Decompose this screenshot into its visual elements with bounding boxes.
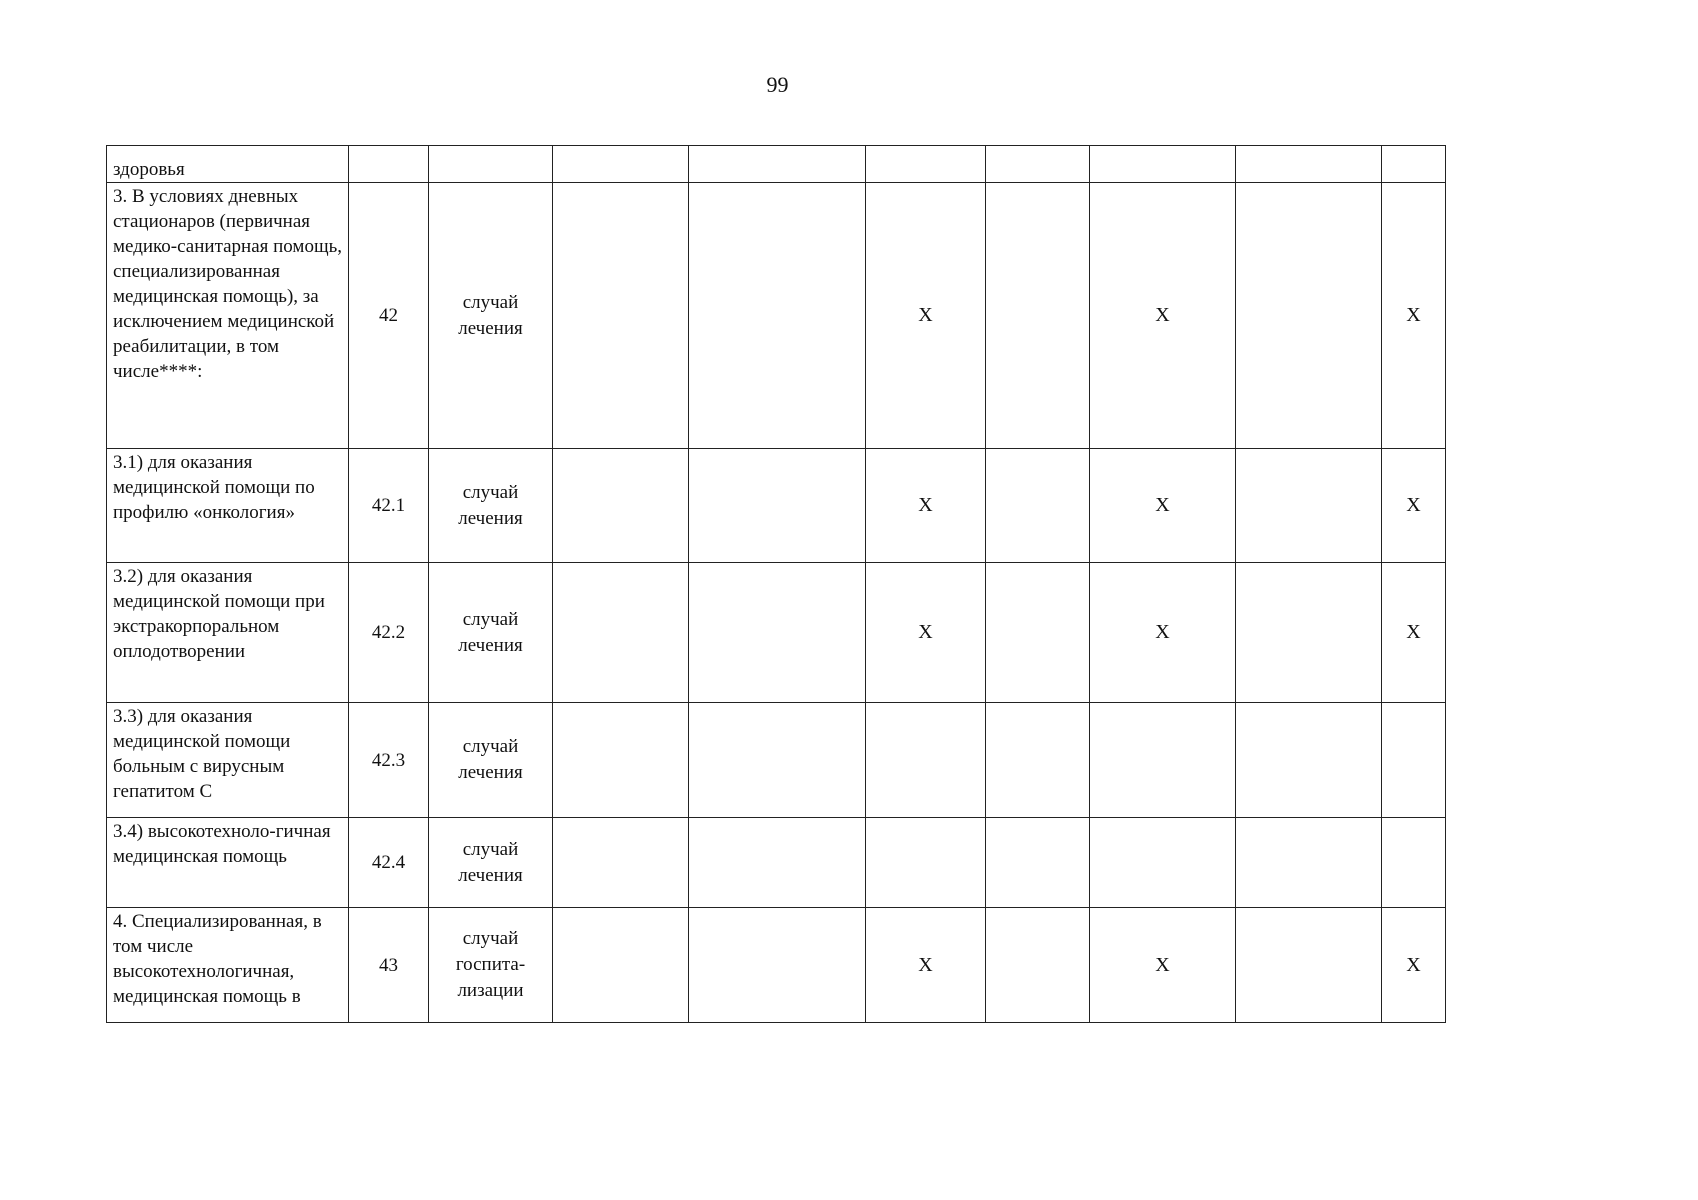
empty-cell: [689, 818, 866, 908]
row-unit-text: случай лечения: [458, 608, 523, 656]
empty-cell: [1236, 818, 1382, 908]
row-unit: [429, 183, 553, 449]
row-unit: [429, 818, 553, 908]
row-unit: [429, 449, 553, 563]
x-mark: X: [1090, 449, 1236, 563]
x-mark: X: [1090, 908, 1236, 1023]
table-row: [107, 146, 1446, 183]
row-code: 43: [349, 908, 429, 1023]
empty-cell: [1236, 703, 1382, 818]
row-code: 42.4: [349, 818, 429, 908]
empty-cell: [986, 563, 1090, 703]
row-unit: [429, 908, 553, 1023]
empty-cell: [986, 703, 1090, 818]
empty-cell: [986, 449, 1090, 563]
row-code: 42.3: [349, 703, 429, 818]
x-mark: X: [866, 449, 986, 563]
row-unit-text: случай лечения: [458, 291, 523, 339]
empty-cell: [689, 449, 866, 563]
x-mark: X: [1382, 908, 1446, 1023]
row-unit-text: случай лечения: [458, 838, 523, 886]
empty-cell: [1236, 449, 1382, 563]
x-mark: [866, 703, 986, 818]
row-name: 3. В условиях дневных стационаров (первичная медико-санитарная помощь, специализированная медицинская помощь), за исключением медицинской реабилитации, в том числе****:: [107, 183, 349, 449]
row-unit: [429, 703, 553, 818]
table-row: [107, 183, 1446, 449]
x-mark: X: [866, 908, 986, 1023]
empty-cell: [553, 146, 689, 183]
row-unit-text: случай лечения: [458, 481, 523, 529]
empty-cell: [1236, 563, 1382, 703]
row-unit: [429, 563, 553, 703]
empty-cell: [553, 563, 689, 703]
row-name: 3.4) высокотехноло-гичная медицинская помощь: [107, 818, 349, 908]
row-name: здоровья: [107, 146, 349, 183]
empty-cell: [1236, 908, 1382, 1023]
table-row: [107, 703, 1446, 818]
row-name: 3.2) для оказания медицинской помощи при экстракорпоральном оплодотворении: [107, 563, 349, 703]
empty-cell: [553, 703, 689, 818]
row-name: 3.3) для оказания медицинской помощи больным с вирусным гепатитом С: [107, 703, 349, 818]
row-unit-text: случай лечения: [458, 736, 523, 783]
x-mark: [1382, 146, 1446, 183]
empty-cell: [986, 908, 1090, 1023]
x-mark: [1090, 146, 1236, 183]
row-code: 42.1: [349, 449, 429, 563]
row-code: [349, 146, 429, 183]
x-mark: X: [1382, 563, 1446, 703]
row-code: 42: [349, 183, 429, 449]
table-row: [107, 908, 1446, 1023]
x-mark: [1382, 818, 1446, 908]
row-unit: [429, 146, 553, 183]
x-mark: [1090, 818, 1236, 908]
empty-cell: [553, 449, 689, 563]
x-mark: X: [1090, 183, 1236, 449]
row-name: 4. Специализированная, в том числе высокотехнологичная, медицинская помощь в: [107, 908, 349, 1023]
table-row: [107, 563, 1446, 703]
x-mark: [1382, 703, 1446, 818]
x-mark: [866, 818, 986, 908]
empty-cell: [553, 818, 689, 908]
empty-cell: [986, 146, 1090, 183]
empty-cell: [689, 703, 866, 818]
x-mark: X: [1382, 449, 1446, 563]
empty-cell: [1236, 146, 1382, 183]
empty-cell: [986, 818, 1090, 908]
x-mark: X: [1382, 183, 1446, 449]
x-mark: [1090, 703, 1236, 818]
x-mark: X: [866, 563, 986, 703]
empty-cell: [689, 146, 866, 183]
row-name: 3.1) для оказания медицинской помощи по профилю «онкология»: [107, 449, 349, 563]
row-unit-text: случай госпита-лизации: [455, 928, 526, 1001]
x-mark: X: [866, 183, 986, 449]
empty-cell: [689, 908, 866, 1023]
row-code: 42.2: [349, 563, 429, 703]
empty-cell: [689, 183, 866, 449]
empty-cell: [553, 908, 689, 1023]
empty-cell: [986, 183, 1090, 449]
x-mark: [866, 146, 986, 183]
x-mark: X: [1090, 563, 1236, 703]
empty-cell: [689, 563, 866, 703]
empty-cell: [553, 183, 689, 449]
page-number: 99: [766, 72, 789, 97]
data-table: [106, 145, 1446, 1023]
table-row: [107, 818, 1446, 908]
table-row: [107, 449, 1446, 563]
empty-cell: [1236, 183, 1382, 449]
